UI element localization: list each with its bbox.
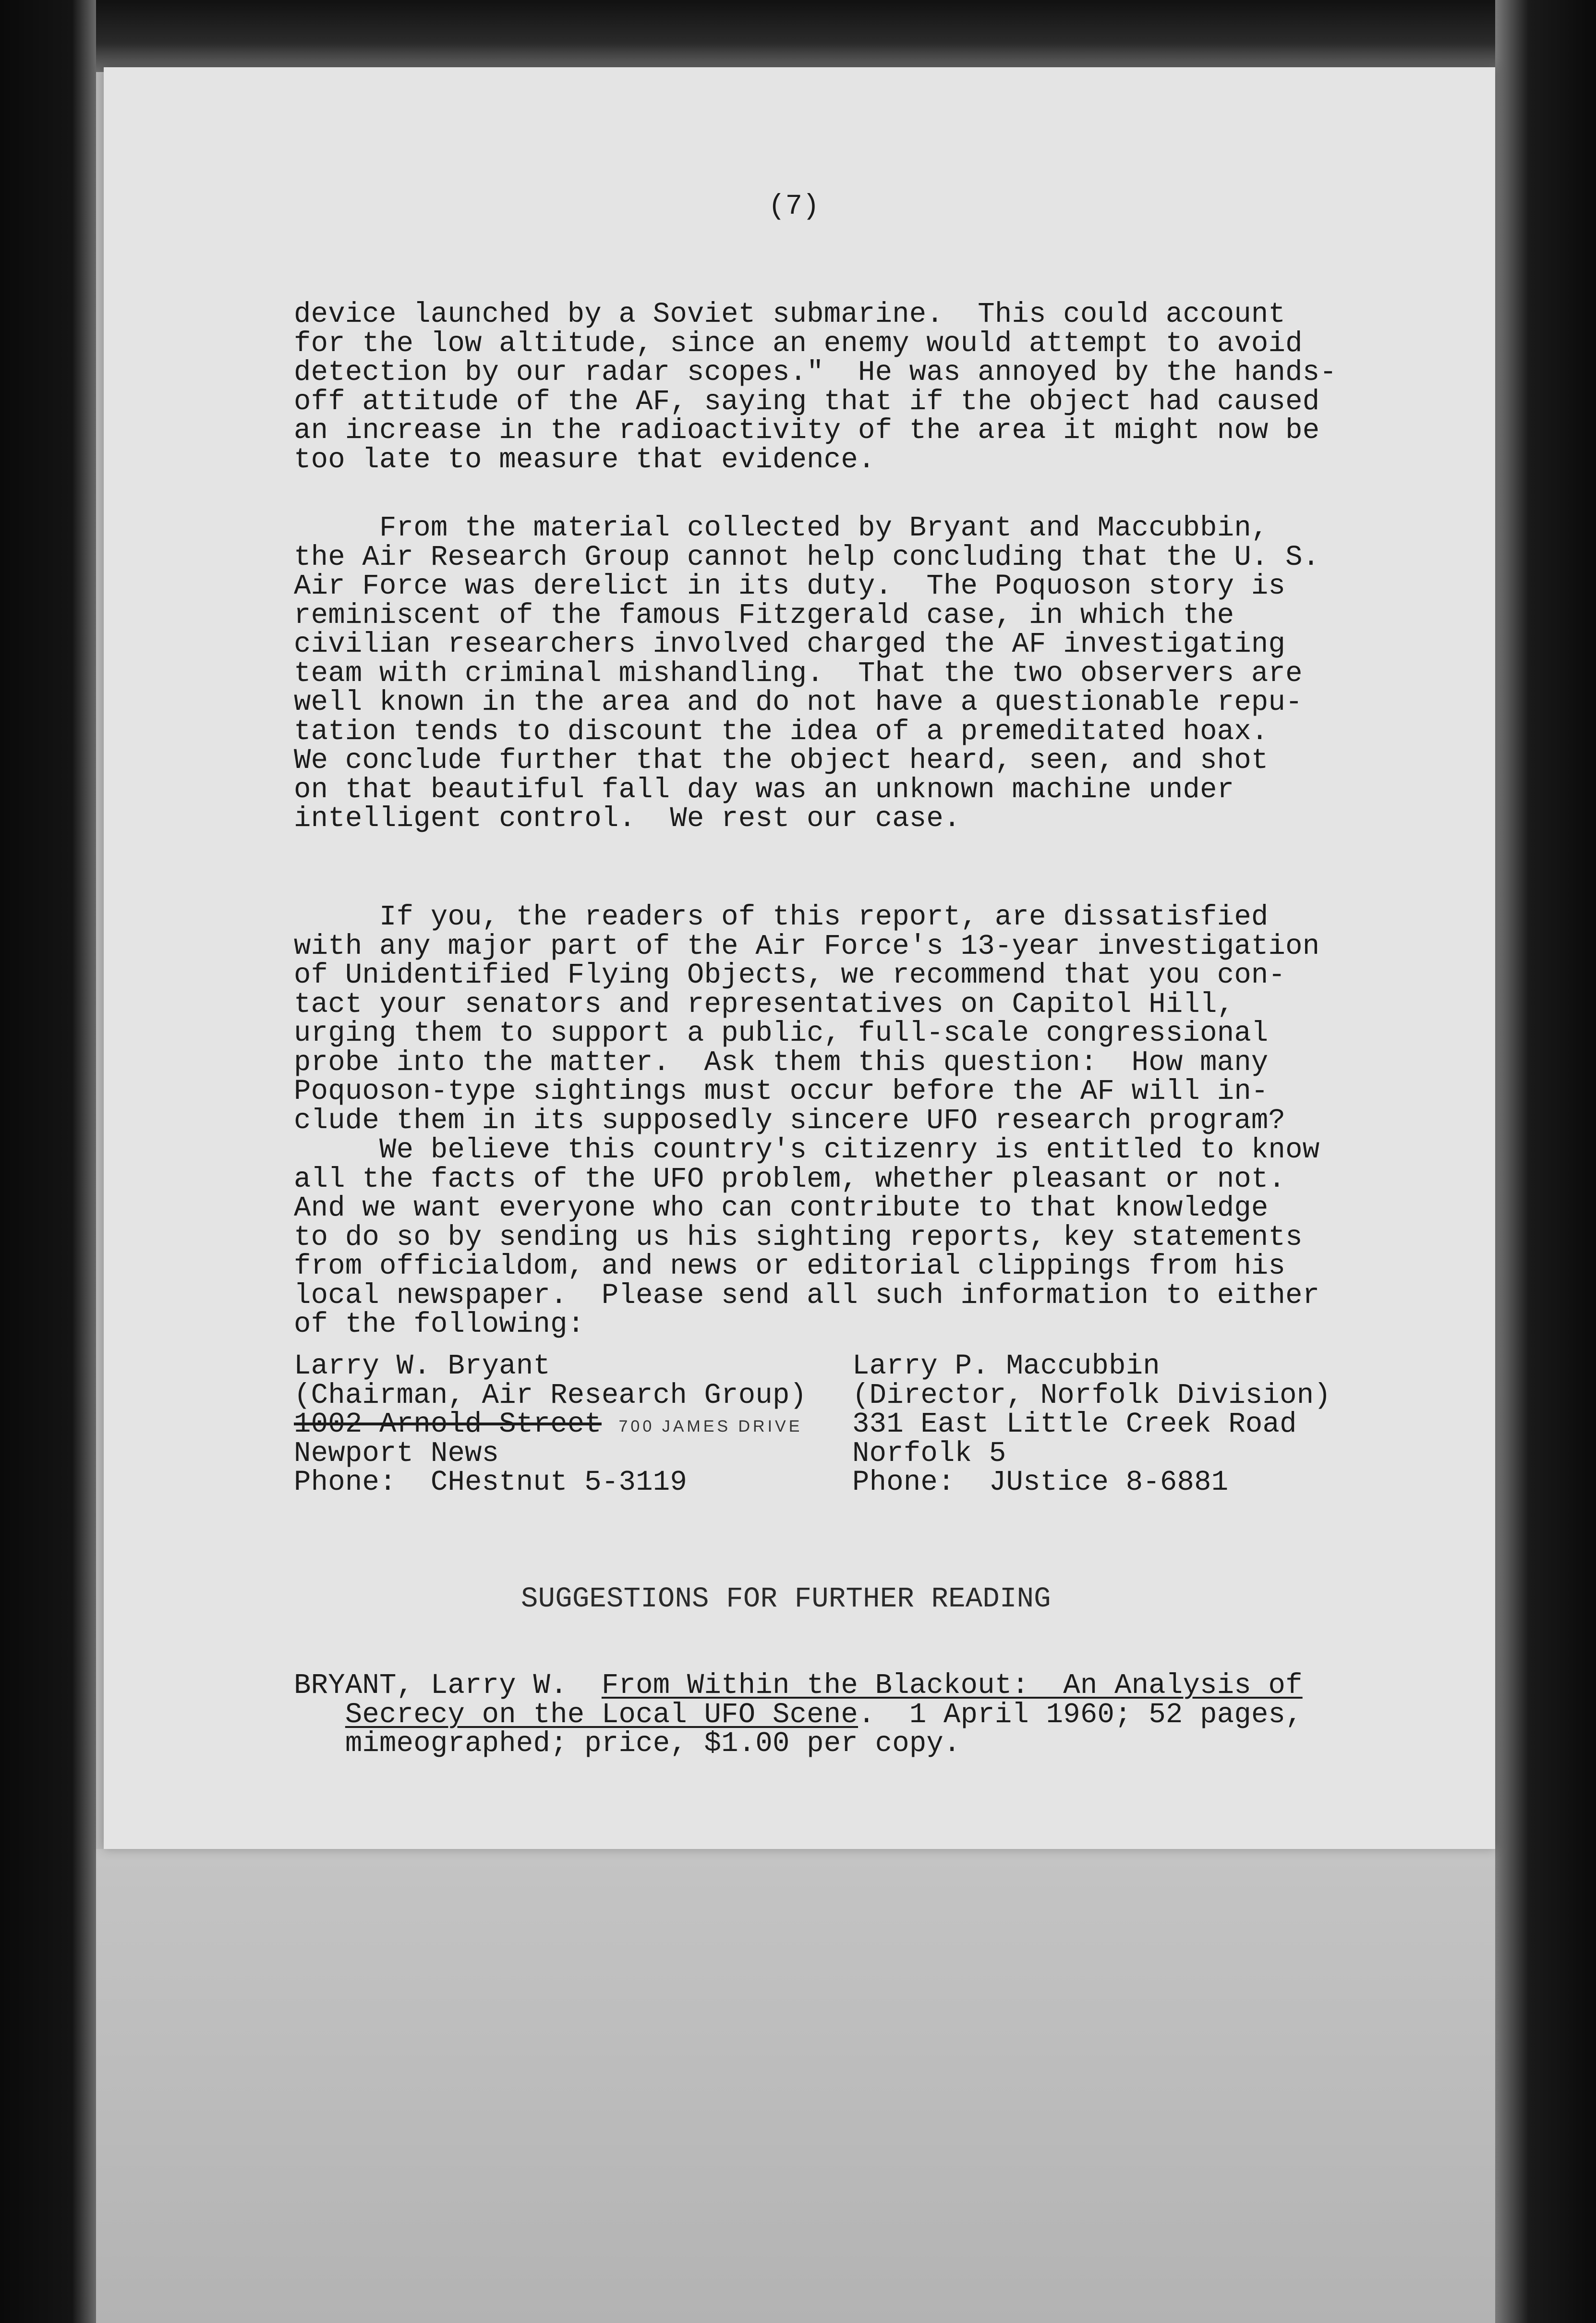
- text-line: local newspaper. Please send all such information to either: [294, 1279, 1320, 1312]
- text-line: We believe this country's citizenry is entitled to know: [294, 1134, 1320, 1166]
- film-edge-left: [0, 0, 96, 2323]
- contact-city: Newport News: [294, 1437, 499, 1470]
- bibliography-entry: [294, 1671, 1303, 1759]
- text-line: off attitude of the AF, saying that if the object had caused: [294, 385, 1320, 418]
- entry-title: From Within the Blackout: An Analysis of: [601, 1669, 1303, 1702]
- text-line: of Unidentified Flying Objects, we recommend that you con-: [294, 959, 1286, 991]
- text-line: If you, the readers of this report, are dissatisfied: [294, 901, 1269, 933]
- contact-street: [294, 1410, 807, 1439]
- text-line: too late to measure that evidence.: [294, 443, 875, 476]
- text-line: an increase in the radioactivity of the area it might now be: [294, 414, 1320, 447]
- text-line: all the facts of the UFO problem, whether pleasant or not.: [294, 1163, 1286, 1195]
- contact-title: (Chairman, Air Research Group): [294, 1379, 807, 1411]
- page-number: (7): [768, 190, 820, 222]
- paragraph-3: [294, 903, 1319, 1135]
- text-line: We conclude further that the object heard, seen, and shot: [294, 744, 1269, 777]
- text-line: tation tends to discount the idea of a premeditated hoax.: [294, 715, 1269, 748]
- text-line: for the low altitude, since an enemy would attempt to avoid: [294, 327, 1303, 360]
- text-line: on that beautiful fall day was an unknown machine under: [294, 773, 1234, 806]
- text-line: Air Force was derelict in its duty. The Poquoson story is: [294, 570, 1286, 602]
- struck-street: 1002 Arnold Street: [294, 1408, 602, 1440]
- contact-title: (Director, Norfolk Division): [852, 1379, 1331, 1411]
- text-line: to do so by sending us his sighting reports, key statements: [294, 1221, 1303, 1253]
- text-line: from officialdom, and news or editorial clippings from his: [294, 1250, 1286, 1282]
- text-line: reminiscent of the famous Fitzgerald case, in which the: [294, 599, 1234, 632]
- text-line: urging them to support a public, full-scale congressional: [294, 1017, 1269, 1049]
- entry-format: mimeographed; price, $1.00 per copy.: [345, 1727, 961, 1760]
- contact-city: Norfolk 5: [852, 1437, 1006, 1470]
- film-edge-right: [1495, 0, 1596, 2323]
- text-line: probe into the matter. Ask them this question: How many: [294, 1046, 1269, 1079]
- handwritten-street: 700 JAMES DRIVE: [618, 1417, 803, 1435]
- text-line: team with criminal mishandling. That the two observers are: [294, 657, 1303, 690]
- text-line: Poquoson-type sightings must occur before the AF will in-: [294, 1075, 1269, 1107]
- text-line: From the material collected by Bryant and Maccubbin,: [294, 512, 1269, 544]
- text-line: device launched by a Soviet submarine. This could account: [294, 298, 1286, 330]
- contact-street: 331 East Little Creek Road: [852, 1408, 1297, 1440]
- scan-background: [96, 1849, 1495, 2323]
- contact-bryant: [294, 1352, 807, 1497]
- contact-phone: Phone: CHestnut 5-3119: [294, 1466, 687, 1498]
- film-edge-top: [0, 0, 1596, 72]
- entry-details: . 1 April 1960; 52 pages,: [858, 1698, 1303, 1731]
- text-line: well known in the area and do not have a questionable repu-: [294, 686, 1303, 718]
- text-line: the Air Research Group cannot help concluding that the U. S.: [294, 541, 1320, 573]
- paragraph-4: [294, 1136, 1319, 1339]
- text-line: with any major part of the Air Force's 13-year investigation: [294, 930, 1320, 962]
- entry-title-cont: Secrecy on the Local UFO Scene: [345, 1698, 858, 1731]
- entry-author: BRYANT, Larry W.: [294, 1669, 602, 1702]
- text-line: detection by our radar scopes." He was annoyed by the hands-: [294, 356, 1337, 389]
- contact-maccubbin: [852, 1352, 1331, 1497]
- paragraph-1: [294, 300, 1337, 474]
- contact-phone: Phone: JUstice 8-6881: [852, 1466, 1229, 1498]
- text-line: intelligent control. We rest our case.: [294, 803, 961, 835]
- text-line: tact your senators and representatives on Capitol Hill,: [294, 988, 1234, 1021]
- contact-name: Larry P. Maccubbin: [852, 1350, 1160, 1382]
- text-line: clude them in its supposedly sincere UFO research program?: [294, 1104, 1286, 1137]
- contact-name: Larry W. Bryant: [294, 1350, 551, 1382]
- text-line: And we want everyone who can contribute to that knowledge: [294, 1192, 1269, 1224]
- text-line: civilian researchers involved charged the AF investigating: [294, 628, 1286, 660]
- paragraph-2: [294, 514, 1319, 834]
- section-heading: SUGGESTIONS FOR FURTHER READING: [521, 1583, 1051, 1615]
- text-line: of the following:: [294, 1308, 585, 1340]
